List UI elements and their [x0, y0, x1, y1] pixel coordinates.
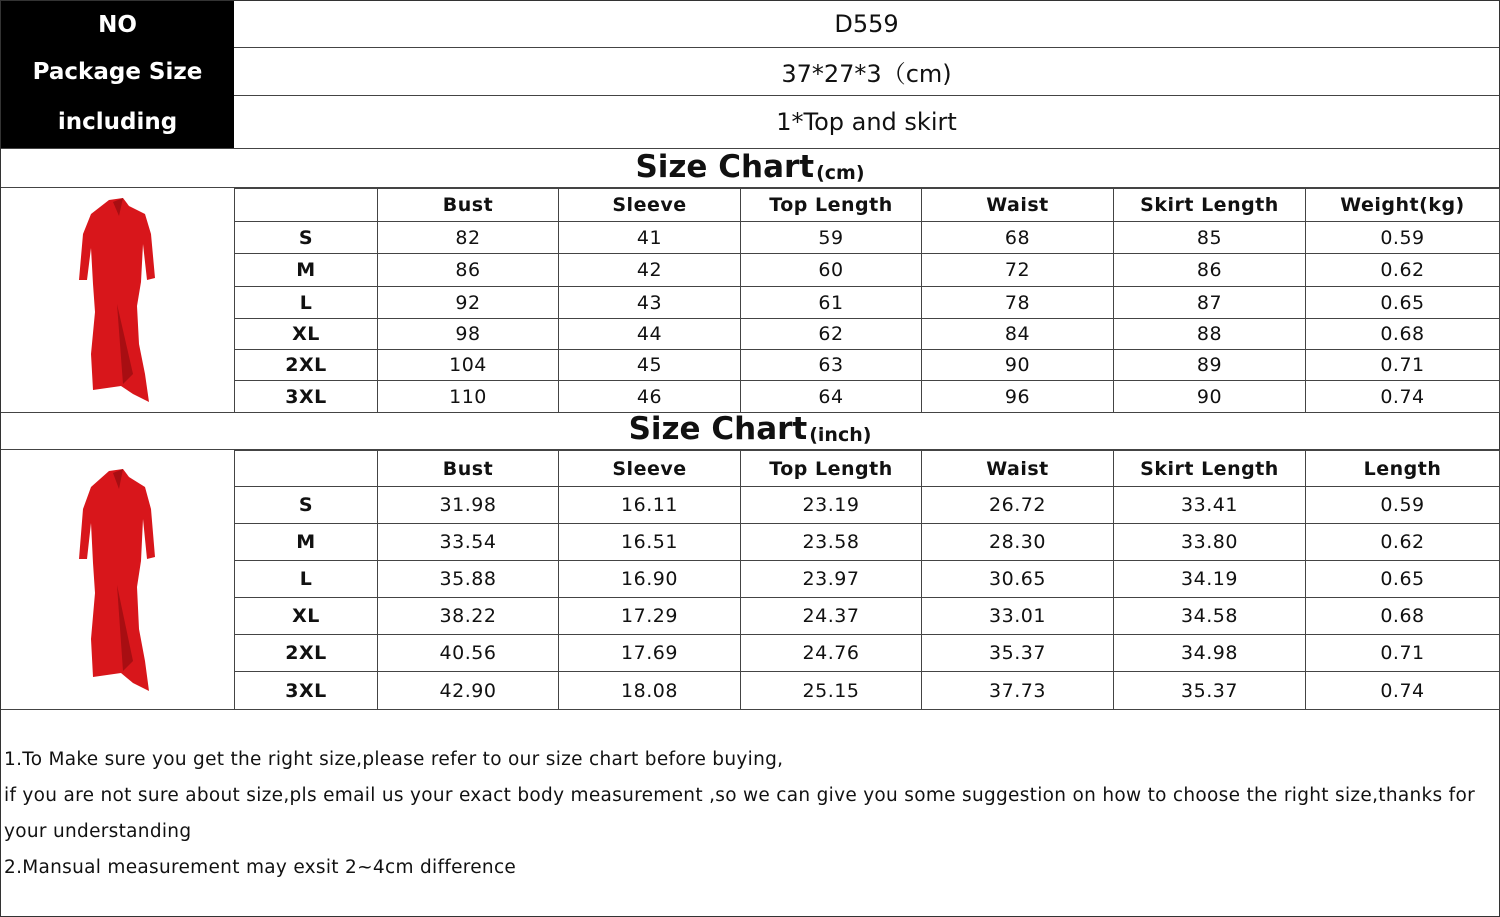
size-chart-cm-title	[1, 148, 1499, 188]
note-line: 2.Mansual measurement may exsit 2~4cm difference	[4, 857, 517, 878]
size-chart-cm-unit: (cm)	[816, 162, 865, 184]
table-cell: 33.01	[922, 598, 1114, 635]
table-cell: 26.72	[922, 487, 1114, 524]
table-cell: 31.98	[378, 487, 559, 524]
header-cell: Skirt Length	[1114, 189, 1306, 222]
table-cell: 33.80	[1114, 524, 1306, 561]
table-cell: 37.73	[922, 672, 1114, 710]
table-cell: 0.71	[1306, 350, 1500, 381]
table-cell: 0.71	[1306, 635, 1500, 672]
table-cell: 33.41	[1114, 487, 1306, 524]
table-row	[235, 598, 1500, 635]
header-cell: Skirt Length	[1114, 451, 1306, 487]
header-cell: Top Length	[741, 451, 922, 487]
size-label: 2XL	[235, 635, 378, 672]
table-cell: 88	[1114, 319, 1306, 350]
size-label: 3XL	[235, 381, 378, 413]
size-chart-inch-table	[234, 450, 1500, 710]
table-cell: 0.62	[1306, 254, 1500, 287]
no-value: D559	[234, 1, 1499, 48]
header-cell: Sleeve	[559, 451, 741, 487]
table-cell: 35.37	[1114, 672, 1306, 710]
table-cell: 34.19	[1114, 561, 1306, 598]
table-cell: 24.76	[741, 635, 922, 672]
table-cell: 34.98	[1114, 635, 1306, 672]
note-line: your understanding	[4, 821, 192, 842]
table-cell: 24.37	[741, 598, 922, 635]
table-cell: 16.51	[559, 524, 741, 561]
table-cell: 23.58	[741, 524, 922, 561]
table-cell: 17.29	[559, 598, 741, 635]
note-line: 1.To Make sure you get the right size,please refer to our size chart before buying,	[4, 749, 784, 770]
package-size-value: 37*27*3（cm)	[234, 48, 1499, 96]
table-bottom-divider	[1, 709, 1499, 710]
table-cell: 41	[559, 222, 741, 254]
table-cell: 0.59	[1306, 487, 1500, 524]
size-label: M	[235, 524, 378, 561]
table-row	[235, 319, 1500, 350]
table-cell: 82	[378, 222, 559, 254]
table-cell: 35.37	[922, 635, 1114, 672]
table-cell: 18.08	[559, 672, 741, 710]
table-cell: 90	[922, 350, 1114, 381]
table-cell: 42	[559, 254, 741, 287]
size-notes	[4, 742, 1494, 886]
table-cell: 98	[378, 319, 559, 350]
table-cell: 0.68	[1306, 598, 1500, 635]
package-size-label: Package Size	[1, 48, 234, 96]
size-chart-inch-unit: (inch)	[809, 424, 872, 446]
table-cell: 72	[922, 254, 1114, 287]
size-label: S	[235, 487, 378, 524]
table-cell: 34.58	[1114, 598, 1306, 635]
table-cell: 0.65	[1306, 287, 1500, 319]
table-cell: 89	[1114, 350, 1306, 381]
table-row	[235, 672, 1500, 710]
red-dress-icon	[63, 465, 173, 695]
table-cell: 16.11	[559, 487, 741, 524]
size-label: L	[235, 561, 378, 598]
table-cell: 62	[741, 319, 922, 350]
table-cell: 86	[1114, 254, 1306, 287]
table-cell: 0.74	[1306, 672, 1500, 710]
header-cell: Length	[1306, 451, 1500, 487]
dress-image-cm	[1, 188, 235, 412]
table-row	[235, 635, 1500, 672]
header-cell-empty	[235, 451, 378, 487]
header-cell: Bust	[378, 451, 559, 487]
table-cell: 46	[559, 381, 741, 413]
including-value: 1*Top and skirt	[776, 108, 957, 136]
table-cell: 64	[741, 381, 922, 413]
table-row	[235, 350, 1500, 381]
table-cell: 63	[741, 350, 922, 381]
table-cell: 0.74	[1306, 381, 1500, 413]
table-cell: 110	[378, 381, 559, 413]
header-cell: Sleeve	[559, 189, 741, 222]
table-cell: 43	[559, 287, 741, 319]
table-cell: 96	[922, 381, 1114, 413]
size-label: S	[235, 222, 378, 254]
header-cell: Waist	[922, 451, 1114, 487]
size-label: M	[235, 254, 378, 287]
size-chart-cm-title-text: Size Chart	[635, 149, 815, 185]
table-cell: 42.90	[378, 672, 559, 710]
table-cell: 85	[1114, 222, 1306, 254]
table-header-row	[235, 451, 1500, 487]
table-cell: 25.15	[741, 672, 922, 710]
table-cell: 59	[741, 222, 922, 254]
size-chart-inch-title	[1, 412, 1499, 450]
table-cell: 104	[378, 350, 559, 381]
table-cell: 35.88	[378, 561, 559, 598]
table-row	[235, 222, 1500, 254]
red-dress-icon	[63, 194, 173, 406]
table-cell: 78	[922, 287, 1114, 319]
table-cell: 38.22	[378, 598, 559, 635]
table-cell: 23.19	[741, 487, 922, 524]
size-label: 2XL	[235, 350, 378, 381]
note-line: if you are not sure about size,pls email us your exact body measurement ,so we can give you some suggestion on how to choose the right size,thanks for	[4, 785, 1476, 806]
table-cell: 68	[922, 222, 1114, 254]
table-cell: 90	[1114, 381, 1306, 413]
size-label: XL	[235, 598, 378, 635]
table-cell: 44	[559, 319, 741, 350]
table-header-row	[235, 189, 1500, 222]
size-label: 3XL	[235, 672, 378, 710]
header-cell: Bust	[378, 189, 559, 222]
table-cell: 16.90	[559, 561, 741, 598]
header-cell: Weight(kg)	[1306, 189, 1500, 222]
dress-image-inch	[1, 450, 235, 709]
header-cell: Waist	[922, 189, 1114, 222]
table-row	[235, 561, 1500, 598]
table-row	[235, 524, 1500, 561]
size-chart-inch-title-text: Size Chart	[628, 411, 808, 447]
table-row	[235, 487, 1500, 524]
table-cell: 40.56	[378, 635, 559, 672]
table-cell: 30.65	[922, 561, 1114, 598]
table-row	[235, 254, 1500, 287]
table-cell: 17.69	[559, 635, 741, 672]
table-cell: 28.30	[922, 524, 1114, 561]
header-cell-empty	[235, 189, 378, 222]
size-label: XL	[235, 319, 378, 350]
table-cell: 86	[378, 254, 559, 287]
table-cell: 33.54	[378, 524, 559, 561]
size-chart-cm-table	[234, 188, 1500, 413]
table-cell: 87	[1114, 287, 1306, 319]
table-cell: 0.59	[1306, 222, 1500, 254]
table-cell: 0.68	[1306, 319, 1500, 350]
table-cell: 61	[741, 287, 922, 319]
no-label: NO	[1, 1, 234, 48]
size-label: L	[235, 287, 378, 319]
table-cell: 60	[741, 254, 922, 287]
table-cell: 0.65	[1306, 561, 1500, 598]
table-cell: 45	[559, 350, 741, 381]
table-row	[235, 381, 1500, 413]
table-cell: 92	[378, 287, 559, 319]
table-row	[235, 287, 1500, 319]
table-cell: 0.62	[1306, 524, 1500, 561]
header-cell: Top Length	[741, 189, 922, 222]
table-cell: 23.97	[741, 561, 922, 598]
table-cell: 84	[922, 319, 1114, 350]
including-label: including	[1, 96, 234, 148]
